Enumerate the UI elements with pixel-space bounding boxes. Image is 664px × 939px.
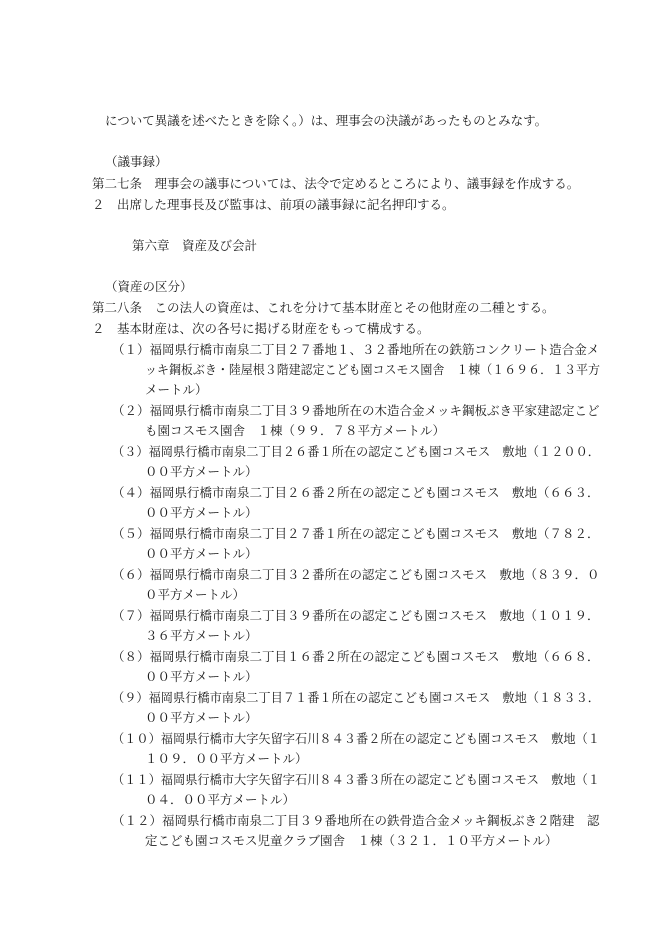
list-item-line: ００平方メートル） (145, 546, 258, 561)
list-item-line: （５）福岡県行橋市南泉二丁目２７番１所在の認定こども園コスモス 敷地（７８２． (112, 526, 600, 541)
minutes-heading: （議事録） (105, 154, 168, 169)
article-27: 第二七条 理事会の議事については、法令で定めるところにより、議事録を作成する。 (92, 176, 580, 191)
list-item-line: ００平方メートル） (145, 464, 258, 479)
list-item-line: （１０）福岡県行橋市大字矢留字石川８４３番２所在の認定こども園コスモス 敷地（１ (112, 731, 601, 746)
article-27-paragraph-2: ２ 出席した理事長及び監事は、前項の議事録に記名押印する。 (92, 197, 455, 212)
article-28: 第二八条 この法人の資産は、これを分けて基本財産とその他財産の二種とする。 (92, 300, 555, 315)
chapter-6-heading: 第六章 資産及び会計 (132, 238, 258, 253)
article-28-paragraph-2: ２ 基本財産は、次の各号に掲げる財産をもって構成する。 (92, 321, 430, 336)
list-item-line: １０９．００平方メートル） (145, 751, 308, 766)
list-item-line: ッキ鋼板ぶき・陸屋根３階建認定こども園コスモス園舎 １棟（１６９６．１３平方 (145, 362, 601, 377)
list-item-line: （４）福岡県行橋市南泉二丁目２６番２所在の認定こども園コスモス 敷地（６６３． (112, 485, 600, 500)
list-item-line: メートル） (145, 382, 208, 397)
list-item-line: （７）福岡県行橋市南泉二丁目３９番所在の認定こども園コスモス 敷地（１０１９． (112, 608, 600, 623)
list-item-line: も園コスモス園舎 １棟（９９．７８平方メートル） (145, 423, 446, 438)
list-item-line: ０４．００平方メートル） (145, 792, 296, 807)
list-item-line: ０平方メートル） (145, 587, 246, 602)
list-item-line: （９）福岡県行橋市南泉二丁目７１番１所在の認定こども園コスモス 敷地（１８３３． (112, 690, 601, 705)
list-item-line: ３６平方メートル） (145, 628, 258, 643)
list-item-line: （１）福岡県行橋市南泉二丁目２７番地１、３２番地所在の鉄筋コンクリート造合金メ (112, 342, 600, 357)
list-item-line: （１２）福岡県行橋市南泉二丁目３９番地所在の鉄骨造合金メッキ鋼板ぶき２階建 認 (112, 813, 600, 828)
list-item-line: （６）福岡県行橋市南泉二丁目３２番所在の認定こども園コスモス 敷地（８３９．０ (112, 567, 600, 582)
list-item-line: ００平方メートル） (145, 710, 258, 725)
list-item-line: ００平方メートル） (145, 669, 258, 684)
list-item-line: （２）福岡県行橋市南泉二丁目３９番地所在の木造合金メッキ鋼板ぶき平家建認定こど (112, 403, 600, 418)
list-item-line: （８）福岡県行橋市南泉二丁目１６番２所在の認定こども園コスモス 敷地（６６８． (112, 649, 600, 664)
assets-heading: （資産の区分） (105, 279, 193, 294)
list-item-line: （３）福岡県行橋市南泉二丁目２６番１所在の認定こども園コスモス 敷地（１２００． (112, 444, 601, 459)
list-item-line: （１１）福岡県行橋市大字矢留字石川８４３番３所在の認定こども園コスモス 敷地（１ (112, 772, 601, 787)
list-item-line: 定こども園コスモス児童クラブ園舎 １棟（３２１．１０平方メートル） (145, 833, 558, 848)
list-item-line: ００平方メートル） (145, 505, 258, 520)
continuation-text: について異議を述べたときを除く。）は、理事会の決議があったものとみなす。 (105, 113, 548, 128)
